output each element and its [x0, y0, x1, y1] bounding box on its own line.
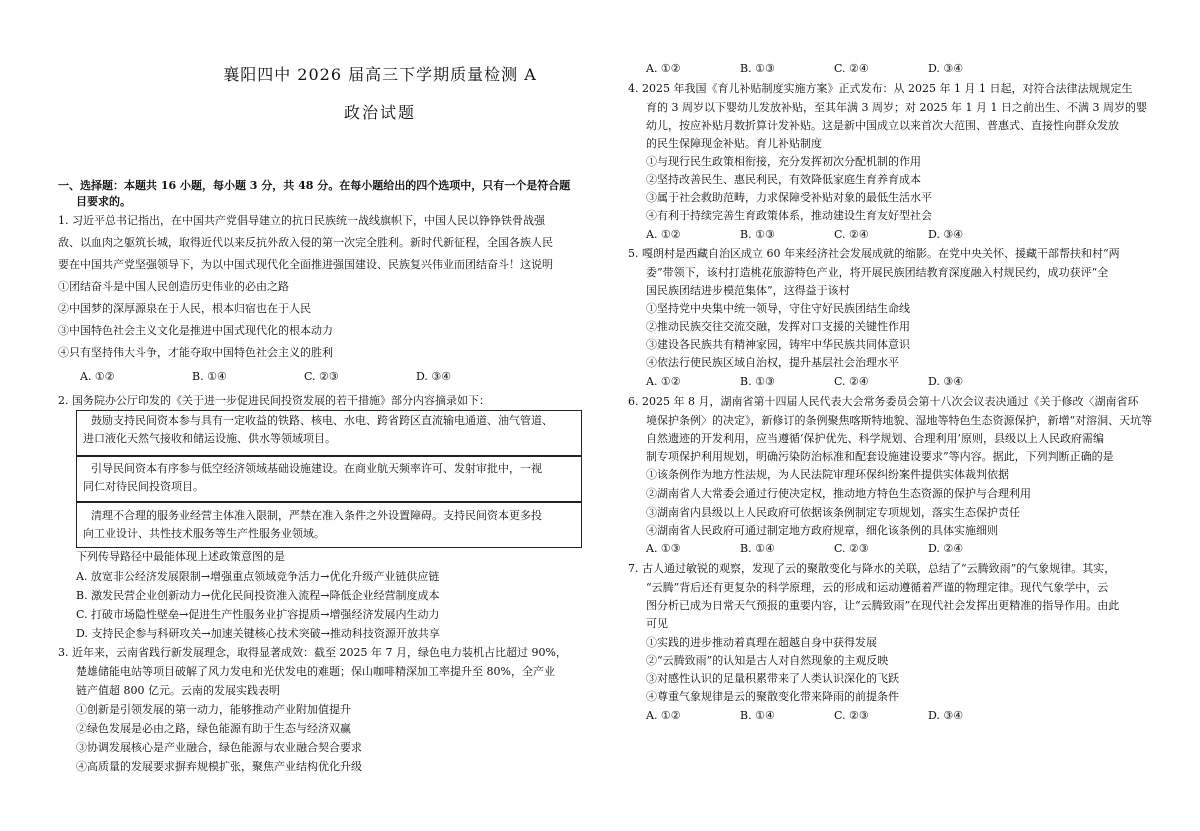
q3-option-d[interactable]: D. ③④	[928, 62, 964, 75]
q4-line: ③属于社会救助范畴，力求保障受补贴对象的最低生活水平	[646, 191, 932, 204]
q7-line: 可见	[646, 617, 668, 630]
q3-line: 楚雄储能电站等项目破解了风力发电和光伏发电的难题；保山咖啡精深加工率提升至 80%，全产业	[76, 665, 555, 678]
q6-option-a[interactable]: A. ①③	[646, 542, 681, 555]
q3-option-b[interactable]: B. ①③	[740, 62, 775, 75]
exam-title: 襄阳四中 2026 届高三下学期质量检测 A	[223, 65, 537, 84]
q5-option-c[interactable]: C. ②④	[834, 375, 869, 388]
q3-options	[646, 60, 1022, 78]
q6-line: 6. 2025 年 8 月，湖南省第十四届人民代表大会常务委员会第十八次会议表决通过《关于修改〈湖南省环	[628, 395, 1139, 408]
q7-option-a[interactable]: A. ①②	[646, 709, 681, 722]
q6-options	[646, 540, 1022, 558]
q7-line: “云腾”背后还有更复杂的科学原理，云的形成和运动遵循着严谨的物理定律。现代气象学中，云	[646, 581, 1109, 594]
q1-option-a[interactable]: A. ①②	[80, 370, 115, 383]
q1-option-b[interactable]: B. ①④	[192, 370, 227, 383]
q4-option-a[interactable]: A. ①②	[646, 228, 681, 241]
q2-question: 下列传导路径中最能体现上述政策意图的是	[76, 550, 285, 563]
q1-line: 敌、以血肉之躯筑长城，取得近代以来反抗外敌入侵的第一次完全胜利。新时代新征程，全国各族人民	[58, 236, 553, 249]
q1-options	[80, 368, 528, 386]
q1-line: ①团结奋斗是中国人民创造历史伟业的必由之路	[58, 280, 289, 293]
q6-line: ①该条例作为地方性法规，为人民法院审理环保纠纷案件提供实体裁判依据	[646, 468, 1009, 481]
q6-line: ③湖南省内县级以上人民政府可依据该条例制定专项规划，落实生态保护责任	[646, 506, 1020, 519]
section-heading-line2: 目要求的。	[76, 195, 131, 208]
q2-choice-c[interactable]: C. 打破市场隐性壁垒→促进生产性服务业扩容提质→增强经济发展内生动力	[76, 608, 440, 621]
q1-line: ③中国特色社会主义文化是推进中国式现代化的根本动力	[58, 324, 333, 337]
q1-line: ②中国梦的深厚源泉在于人民，根本归宿也在于人民	[58, 302, 311, 315]
q2-choice-a[interactable]: A. 放宽非公经济发展限制→增强重点领域竞争活力→优化升级产业链供应链	[76, 570, 440, 583]
q6-option-b[interactable]: B. ①④	[740, 542, 775, 555]
q7-line: 图分析已成为日常天气预报的重要内容，让“云腾致雨”在现代社会发挥出更精准的指导作用。由此	[646, 599, 1120, 612]
q2-measure-box-3	[76, 502, 582, 548]
q3-line: 3. 近年来，云南省践行新发展理念，取得显著成效：截至 2025 年 7 月，绿色电力装机占比超过 90%，	[58, 646, 567, 659]
q7-line: 7. 古人通过敏锐的观察，发现了云的聚散变化与降水的关联，总结了“云腾致雨”的气象规律。其实，	[628, 562, 1116, 575]
q7-options	[646, 707, 1022, 725]
q3-line: ④高质量的发展要求摒弃规模扩张，聚焦产业结构优化升级	[76, 760, 362, 773]
q5-line: ③建设各民族共有精神家园，铸牢中华民族共同体意识	[646, 338, 910, 351]
q1-line: 1. 习近平总书记指出，在中国共产党倡导建立的抗日民族统一战线旗帜下，中国人民以铮铮铁骨战强	[58, 214, 545, 227]
q6-line: 境保护条例〉的决定》，新修订的条例聚焦喀斯特地貌、湿地等特色生态资源保护，新增“对溶洞、天坑等	[646, 414, 1153, 427]
q2-measure-box-2	[76, 456, 582, 502]
q6-option-d[interactable]: D. ②④	[928, 542, 964, 555]
q5-line: ④依法行使民族区域自治权，提升基层社会治理水平	[646, 356, 899, 369]
q4-line: ①与现行民生政策相衔接，充分发挥初次分配机制的作用	[646, 155, 921, 168]
q3-line: ①创新是引领发展的第一动力，能够推动产业附加值提升	[76, 703, 351, 716]
q6-line: 自然遗迹的开发利用，应当遵循‘保护优先、科学规划、合理利用’原则，县级以上人民政府需编	[646, 432, 1104, 445]
q3-option-c[interactable]: C. ②④	[834, 62, 869, 75]
q2-choice-d[interactable]: D. 支持民企参与科研攻关→加速关键核心技术突破→推动科技资源开放共享	[76, 627, 440, 640]
q5-line: ②推动民族交往交流交融，发挥对口支援的关键性作用	[646, 320, 910, 333]
q5-option-d[interactable]: D. ③④	[928, 375, 964, 388]
q2-box1-line: 进口液化天然气接收和储运设施、供水等领域项目。	[83, 432, 336, 445]
q7-line: ②“云腾致雨”的认知是古人对自然现象的主观反映	[646, 654, 889, 667]
q4-line: 4. 2025 年我国《育儿补贴制度实施方案》正式发布：从 2025 年 1 月 1 日起，对符合法律法规规定生	[628, 82, 1133, 95]
section-heading-line1: 一、选择题：本题共 16 小题，每小题 3 分，共 48 分。在每小题给出的四个选项中，只有一个是符合题	[58, 179, 571, 192]
q4-line: 育的 3 周岁以下婴幼儿发放补贴，至其年满 3 周岁；对 2025 年 1 月 1 日之前出生、不满 3 周岁的婴	[646, 101, 1147, 114]
q7-option-d[interactable]: D. ③④	[928, 709, 964, 722]
q1-line: 要在中国共产党坚强领导下，为以中国式现代化全面推进强国建设、民族复兴伟业而团结奋斗！这说明	[58, 258, 553, 271]
q5-option-a[interactable]: A. ①②	[646, 375, 681, 388]
q7-line: ①实践的进步推动着真理在超越自身中获得发展	[646, 636, 877, 649]
q2-measure-box-1	[76, 410, 582, 456]
q3-line: ②绿色发展是必由之路，绿色能源有助于生态与经济双赢	[76, 722, 351, 735]
q5-line: 5. 嘎朗村是西藏自治区成立 60 年来经济社会发展成就的缩影。在党中央关怀、援藏干部帮扶和村“两	[628, 247, 1120, 260]
q2-box2-line: 同仁对待民间投资项目。	[83, 480, 204, 493]
q3-line: ③协调发展核心是产业融合，绿色能源与农业融合契合要求	[76, 741, 362, 754]
q2-box3-line: 向工业设计、共性技术服务等生产性服务业领域。	[83, 527, 325, 540]
q6-line: 制专项保护利用规划，明确污染防治标准和配套设施建设要求”等内容。据此，下列判断正确的是	[646, 450, 1114, 463]
q3-option-a[interactable]: A. ①②	[646, 62, 681, 75]
q2-choice-b[interactable]: B. 激发民营企业创新动力→优化民间投资准入流程→降低企业经营制度成本	[76, 589, 440, 602]
q5-line: 委”带领下，该村打造桃花旅游特色产业，将开展民族团结教育深度融入村规民约，成功获评“全	[646, 266, 1109, 279]
q4-options	[646, 226, 1022, 244]
q4-line: 幼儿，按应补贴月数折算计发补贴。这是新中国成立以来首次大范围、普惠式、直接性向群众发放	[646, 119, 1119, 132]
q4-line: ②坚持改善民生、惠民利民，有效降低家庭生育养育成本	[646, 173, 921, 186]
q7-option-c[interactable]: C. ②③	[834, 709, 869, 722]
q1-line: ④只有坚持伟大斗争，才能夺取中国特色社会主义的胜利	[58, 346, 333, 359]
q4-option-c[interactable]: C. ②④	[834, 228, 869, 241]
q1-option-d[interactable]: D. ③④	[416, 370, 452, 383]
q5-option-b[interactable]: B. ①③	[740, 375, 775, 388]
q5-line: ①坚持党中央集中统一领导，守住守好民族团结生命线	[646, 302, 910, 315]
q5-options	[646, 373, 1022, 391]
q6-option-c[interactable]: C. ②③	[834, 542, 869, 555]
q4-option-b[interactable]: B. ①③	[740, 228, 775, 241]
q3-line: 链产值超 800 亿元。云南的发展实践表明	[76, 684, 280, 697]
q4-option-d[interactable]: D. ③④	[928, 228, 964, 241]
q2-stem: 2. 国务院办公厅印发的《关于进一步促进民间投资发展的若干措施》部分内容摘录如下：	[58, 394, 490, 407]
q2-box2-line: 引导民间资本有序参与低空经济领域基础设施建设。在商业航天频率许可、发射审批中，一视	[91, 462, 542, 475]
q1-option-c[interactable]: C. ②③	[304, 370, 339, 383]
q5-line: 国民族团结进步模范集体”，这得益于该村	[646, 284, 850, 297]
q4-line: ④有利于持续完善生育政策体系，推动建设生育友好型社会	[646, 209, 932, 222]
q7-line: ④尊重气象规律是云的聚散变化带来降雨的前提条件	[646, 690, 899, 703]
q4-line: 的民生保障现金补贴。育儿补贴制度	[646, 137, 822, 150]
q7-line: ③对感性认识的足量积累带来了人类认识深化的飞跃	[646, 672, 899, 685]
q6-line: ④湖南省人民政府可通过制定地方政府规章，细化该条例的具体实施细则	[646, 524, 998, 537]
q7-option-b[interactable]: B. ①④	[740, 709, 775, 722]
q2-box1-line: 鼓励支持民间资本参与具有一定收益的铁路、核电、水电、跨省跨区直流输电通道、油气管道、	[91, 414, 553, 427]
q6-line: ②湖南省人大常委会通过行使决定权，推动地方特色生态资源的保护与合理利用	[646, 487, 1031, 500]
q2-box3-line: 清理不合理的服务业经营主体准入限制，严禁在准入条件之外设置障碍。支持民间资本更多投	[91, 509, 542, 522]
exam-subtitle: 政治试题	[343, 103, 416, 122]
